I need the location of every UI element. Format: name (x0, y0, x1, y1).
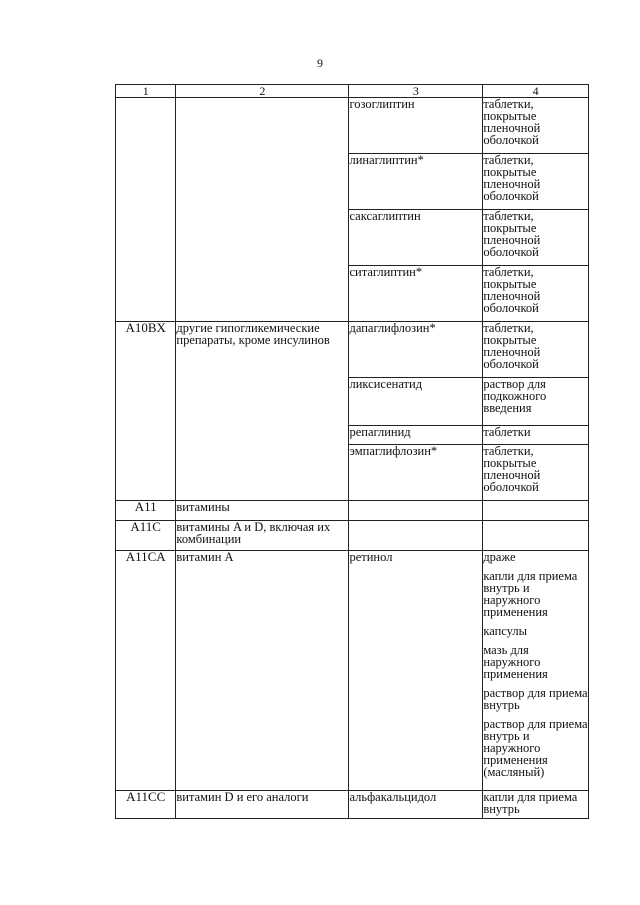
dosage-form-cell (483, 445, 589, 501)
dosage-form: капли для приема внутрь (483, 790, 578, 816)
inn-cell: дапаглифлозин* (349, 322, 483, 378)
table-row (116, 521, 589, 551)
inn-cell: альфакальцидол (349, 791, 483, 819)
dosage-form: таблетки, покрытые пленочной оболочкой (483, 265, 541, 315)
atc-code-cell: A11 (116, 501, 176, 521)
atc-code-cell: A10BX (116, 322, 176, 501)
dosage-form: раствор для приема внутрь и наружного применения (масляный) (483, 717, 588, 779)
inn-cell (349, 521, 483, 551)
column-header: 2 (176, 85, 349, 98)
column-header: 4 (483, 85, 589, 98)
dosage-form: капсулы (483, 624, 527, 638)
inn-cell: гозоглиптин (349, 98, 483, 154)
table-row (116, 551, 589, 791)
dosage-form: раствор для подкожного введения (483, 377, 547, 415)
inn-cell: ситаглиптин* (349, 266, 483, 322)
dosage-form-cell (483, 426, 589, 445)
table-header-row (116, 85, 589, 98)
atc-code-cell (116, 98, 176, 322)
dosage-form: драже (483, 550, 516, 564)
dosage-form-cell (483, 266, 589, 322)
dosage-form: таблетки, покрытые пленочной оболочкой (483, 444, 541, 494)
dosage-form-cell (483, 551, 589, 791)
page-number: 9 (317, 56, 323, 70)
inn-cell: ретинол (349, 551, 483, 791)
inn-cell: ликсисенатид (349, 378, 483, 426)
inn-cell: линаглиптин* (349, 154, 483, 210)
atc-code-cell: A11CA (116, 551, 176, 791)
drug-table (115, 84, 589, 819)
table-row (116, 98, 589, 154)
dosage-form: таблетки (483, 425, 531, 439)
group-name-cell (176, 98, 349, 322)
table-row (116, 791, 589, 819)
table-row (116, 322, 589, 378)
group-name-cell: витамин D и его аналоги (176, 791, 349, 819)
dosage-form: таблетки, покрытые пленочной оболочкой (483, 321, 541, 371)
dosage-form-cell (483, 98, 589, 154)
dosage-form: таблетки, покрытые пленочной оболочкой (483, 153, 541, 203)
table-row (116, 501, 589, 521)
dosage-form-cell (483, 154, 589, 210)
dosage-form: раствор для приема внутрь (483, 686, 588, 712)
dosage-form-cell (483, 501, 589, 521)
dosage-form: мазь для наружного применения (483, 643, 548, 681)
atc-code-cell: A11C (116, 521, 176, 551)
dosage-form: капли для приема внутрь и наружного применения (483, 569, 578, 619)
inn-cell: эмпаглифлозин* (349, 445, 483, 501)
dosage-form: таблетки, покрытые пленочной оболочкой (483, 97, 541, 147)
group-name-cell: витамины (176, 501, 349, 521)
dosage-form-cell (483, 322, 589, 378)
dosage-form-cell (483, 210, 589, 266)
column-header: 3 (349, 85, 483, 98)
dosage-form-cell (483, 791, 589, 819)
dosage-form-cell (483, 521, 589, 551)
dosage-form: таблетки, покрытые пленочной оболочкой (483, 209, 541, 259)
dosage-form-cell (483, 378, 589, 426)
group-name-cell: другие гипогликемические препараты, кроме инсулинов (176, 322, 349, 501)
column-header: 1 (116, 85, 176, 98)
inn-cell (349, 501, 483, 521)
inn-cell: саксаглиптин (349, 210, 483, 266)
group-name-cell: витамины A и D, включая их комбинации (176, 521, 349, 551)
group-name-cell: витамин A (176, 551, 349, 791)
inn-cell: репаглинид (349, 426, 483, 445)
atc-code-cell: A11CC (116, 791, 176, 819)
